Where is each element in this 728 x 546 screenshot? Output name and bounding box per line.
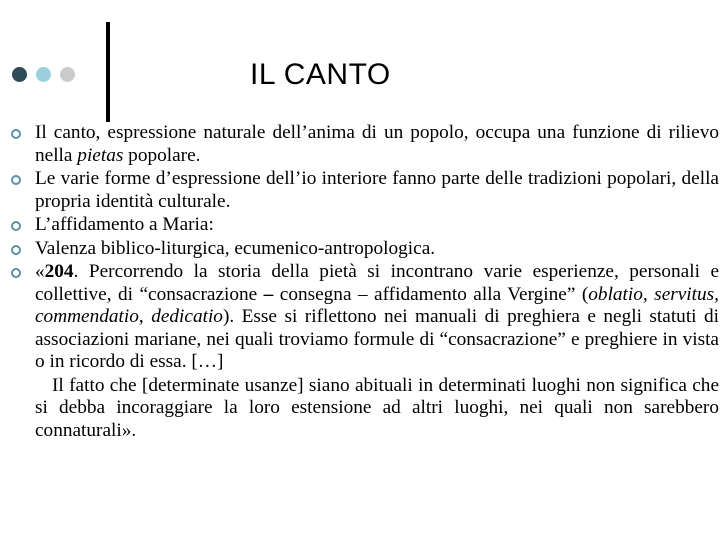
list-item xyxy=(11,168,719,213)
decorative-dots xyxy=(12,67,75,82)
dot-gray xyxy=(60,67,75,82)
item-emphasis: pietas xyxy=(77,144,124,166)
item-text: Il canto, espressione naturale dell’anima di un popolo, occupa una funzione di rilievo nella xyxy=(35,122,719,166)
item-text: Valenza biblico-liturgica, ecumenico-antropologica. xyxy=(35,237,436,259)
title-divider xyxy=(106,22,110,122)
slide-title: IL CANTO xyxy=(250,58,391,91)
dot-light-blue xyxy=(36,67,51,82)
bullet-ring-icon xyxy=(11,221,21,231)
bullet-ring-icon xyxy=(11,268,21,278)
open-quote: « xyxy=(35,261,45,282)
bullet-list xyxy=(11,122,719,442)
item-text: popolare. xyxy=(123,144,201,166)
item-text: Le varie forme d’espressione dell’io interiore fanno parte delle tradizioni popolari, della propria identità culturale. xyxy=(35,168,719,212)
paragraph-number: 204 xyxy=(44,261,74,282)
item-text: consegna – affidamento alla Vergine” ( xyxy=(273,283,589,305)
list-item xyxy=(11,238,719,261)
item-text: L’affidamento a Maria: xyxy=(35,214,214,235)
list-item xyxy=(11,214,719,237)
list-item xyxy=(11,261,719,374)
item-text: . Percorrendo la storia della pietà si incontrano varie esperienze, personali e collettive, di “consacrazione xyxy=(35,261,719,305)
list-item xyxy=(11,122,719,167)
bold-dash: – xyxy=(263,283,274,305)
item-text: ). Esse si riflettono nei manuali di preghiera e negli statuti di associazioni mariane, nei quali troviamo formule di “consacrazione” e preghiere in vista o in ricordo di essa. […] xyxy=(35,306,719,372)
dot-dark xyxy=(12,67,27,82)
bullet-ring-icon xyxy=(11,245,21,255)
item-emphasis: oblatio, servitus, commendatio xyxy=(35,283,719,327)
quote-continuation: Il fatto che [determinate usanze] siano abituali in determinati luoghi non significa che si debba incoraggiare la loro estensione ad altri luoghi, nei quali non sarebbero connaturali». xyxy=(35,374,719,441)
bullet-ring-icon xyxy=(11,129,21,139)
item-text: , xyxy=(138,306,152,327)
bullet-ring-icon xyxy=(11,175,21,185)
item-emphasis: dedicatio xyxy=(151,306,223,327)
